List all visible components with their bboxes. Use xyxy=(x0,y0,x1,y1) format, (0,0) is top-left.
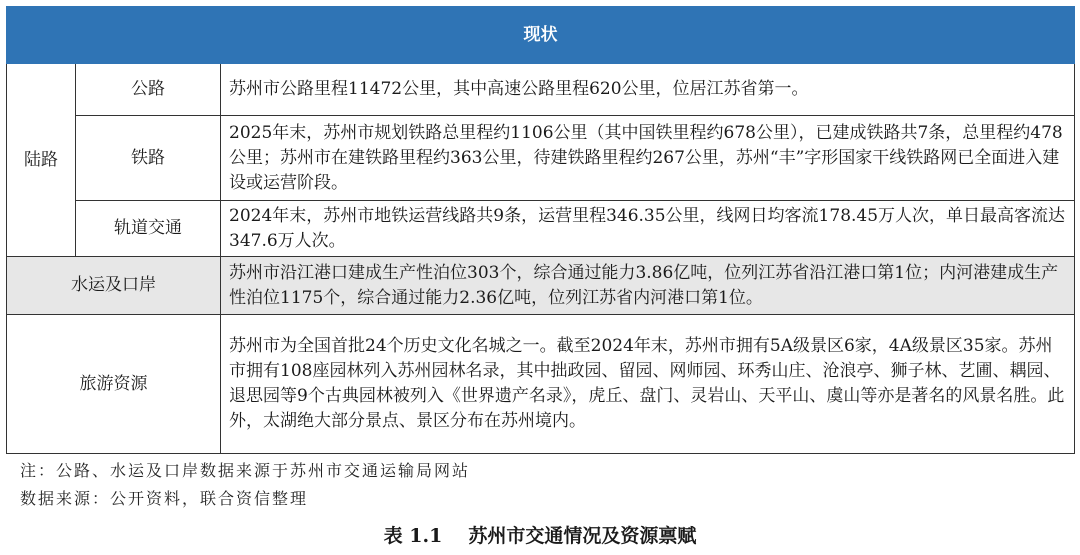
table-row xyxy=(7,201,1075,257)
railway-text: 2025年末，苏州市规划铁路总里程约1106公里（其中国铁里程约678公里），已建成铁路共7条，总里程约478公里；苏州市在建铁路里程约363公里，待建铁路里程约267公里，苏州“丰”字形国家干线铁路网已全面进入建设或运营阶段。 xyxy=(221,116,1075,201)
railway-label: 铁路 xyxy=(76,116,221,201)
table-row xyxy=(7,315,1075,454)
water-port-label: 水运及口岸 xyxy=(7,257,221,315)
highway-text: 苏州市公路里程11472公里，其中高速公路里程620公里，位居江苏省第一。 xyxy=(221,64,1075,116)
data-note: 注：公路、水运及口岸数据来源于苏州市交通运输局网站 xyxy=(20,461,471,480)
land-label: 陆路 xyxy=(7,64,76,257)
resource-table xyxy=(6,6,1075,454)
rail-transit-text: 2024年末，苏州市地铁运营线路共9条，运营里程346.35公里，线网日均客流178.45万人次，单日最高客流达347.6万人次。 xyxy=(221,201,1075,257)
tourism-text: 苏州市为全国首批24个历史文化名城之一。截至2024年末，苏州市拥有5A级景区6家，4A级景区35家。苏州市拥有108座园林列入苏州园林名录，其中拙政园、留园、网师园、环秀山庄、沧浪亭、狮子林、艺圃、耦园、退思园等9个古典园林被列入《世界遗产名录》，虎丘、盘门、灵岩山、天平山、虞山等亦是著名的风景名胜。此外，太湖绝大部分景点、景区分布在苏州境内。 xyxy=(221,315,1075,454)
header-title: 现状 xyxy=(7,7,1075,64)
table-row xyxy=(7,257,1075,315)
table-header-row xyxy=(7,7,1075,64)
table-row xyxy=(7,116,1075,201)
tourism-label: 旅游资源 xyxy=(7,315,221,454)
water-port-text: 苏州市沿江港口建成生产性泊位303个，综合通过能力3.86亿吨，位列江苏省沿江港口第1位；内河港建成生产性泊位1175个，综合通过能力2.36亿吨，位列江苏省内河港口第1位。 xyxy=(221,257,1075,315)
highway-label: 公路 xyxy=(76,64,221,116)
rail-transit-label: 轨道交通 xyxy=(76,201,221,257)
data-source: 数据来源：公开资料，联合资信整理 xyxy=(20,489,309,508)
caption-number: 表 1.1 xyxy=(383,525,443,547)
table-caption xyxy=(0,521,1080,548)
table-row xyxy=(7,64,1075,116)
caption-title: 苏州市交通情况及资源禀赋 xyxy=(468,525,697,547)
